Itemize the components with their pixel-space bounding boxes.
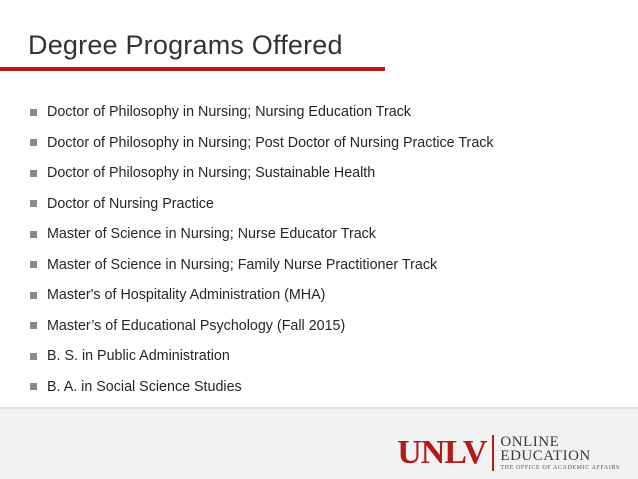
footer-band bbox=[0, 407, 638, 479]
footer-divider bbox=[0, 407, 638, 409]
list-item-text: B. S. in Public Administration bbox=[47, 348, 230, 365]
list-item-text: Master’s of Educational Psychology (Fall 2015) bbox=[47, 317, 346, 334]
list-item bbox=[30, 128, 494, 159]
logo-text-block bbox=[500, 435, 620, 471]
title-underline bbox=[0, 67, 385, 71]
square-bullet-icon bbox=[30, 353, 37, 360]
square-bullet-icon bbox=[30, 170, 37, 177]
logo-unlv-wordmark: UNLV bbox=[397, 434, 487, 471]
logo-divider bbox=[492, 435, 494, 471]
list-item bbox=[30, 311, 494, 342]
square-bullet-icon bbox=[30, 383, 37, 390]
square-bullet-icon bbox=[30, 139, 37, 146]
list-item bbox=[30, 372, 494, 403]
list-item-text: Master of Science in Nursing; Nurse Educator Track bbox=[47, 226, 376, 243]
list-item bbox=[30, 341, 494, 372]
list-item-text: Master of Science in Nursing; Family Nurse Practitioner Track bbox=[47, 256, 438, 273]
square-bullet-icon bbox=[30, 109, 37, 116]
square-bullet-icon bbox=[30, 322, 37, 329]
slide-title: Degree Programs Offered bbox=[28, 30, 343, 60]
square-bullet-icon bbox=[30, 292, 37, 299]
list-item bbox=[30, 158, 494, 189]
logo-line-education: EDUCATION bbox=[500, 447, 591, 464]
list-item-text: Doctor of Philosophy in Nursing; Post Doctor of Nursing Practice Track bbox=[47, 134, 494, 151]
list-item-text: Doctor of Philosophy in Nursing; Nursing Education Track bbox=[47, 104, 411, 121]
list-item bbox=[30, 219, 494, 250]
list-item-text: B. A. in Social Science Studies bbox=[47, 378, 242, 395]
logo-line-tagline: THE OFFICE OF ACADEMIC AFFAIRS bbox=[500, 464, 620, 471]
list-item-text: Doctor of Nursing Practice bbox=[47, 195, 214, 212]
degree-program-list bbox=[30, 97, 494, 402]
list-item-text: Doctor of Philosophy in Nursing; Sustainable Health bbox=[47, 165, 376, 182]
square-bullet-icon bbox=[30, 200, 37, 207]
square-bullet-icon bbox=[30, 231, 37, 238]
list-item bbox=[30, 97, 494, 128]
list-item-text: Master's of Hospitality Administration (MHA) bbox=[47, 287, 326, 304]
list-item bbox=[30, 189, 494, 220]
unlv-online-education-logo bbox=[397, 435, 620, 471]
logo-line-online: ONLINE bbox=[500, 433, 560, 450]
square-bullet-icon bbox=[30, 261, 37, 268]
list-item bbox=[30, 280, 494, 311]
list-item bbox=[30, 250, 494, 281]
